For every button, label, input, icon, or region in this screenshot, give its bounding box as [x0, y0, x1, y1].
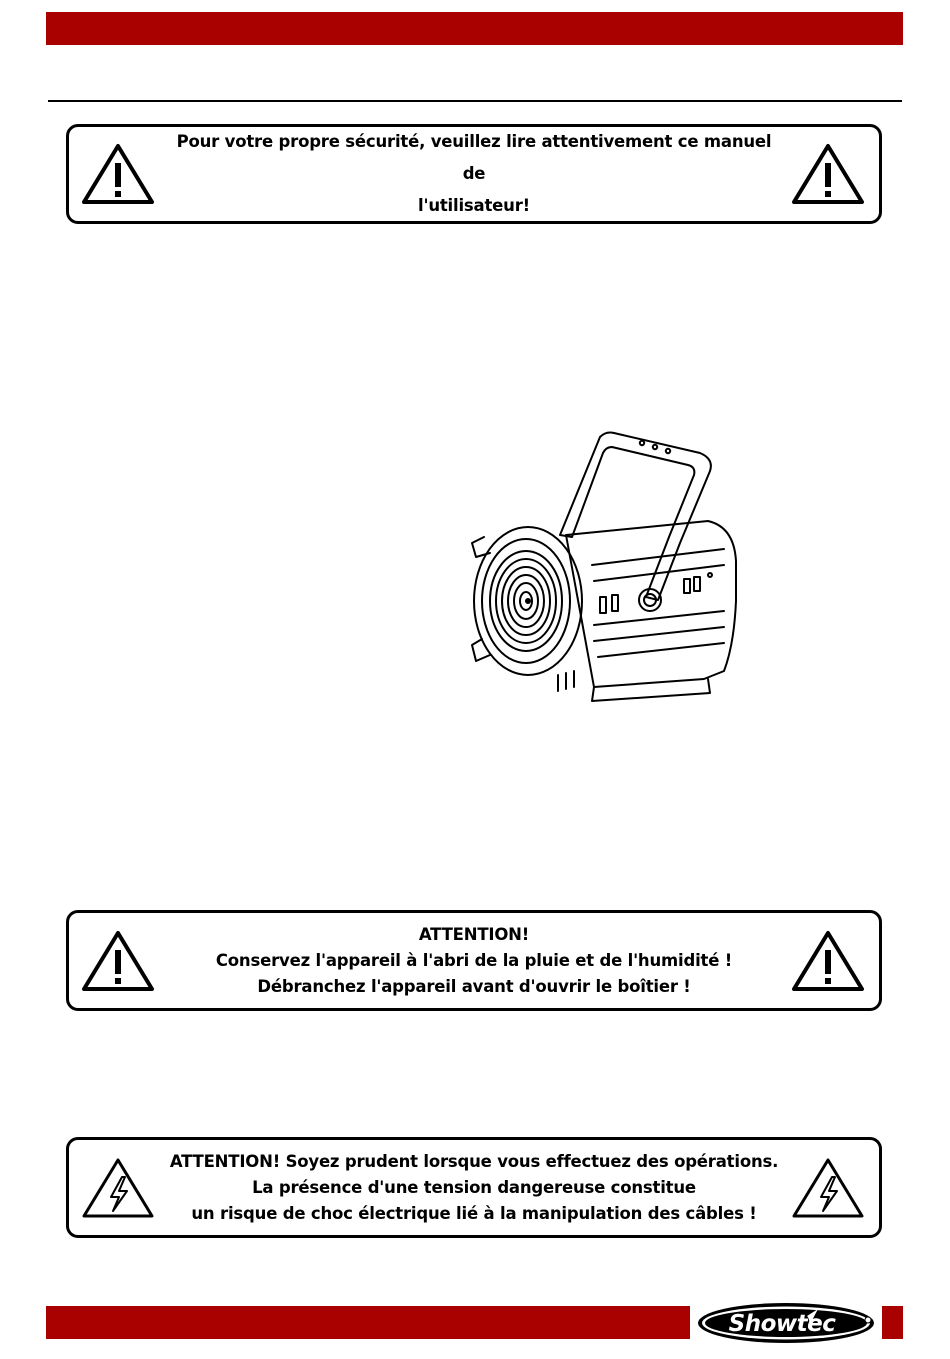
- warning-line: ATTENTION!: [418, 924, 530, 944]
- warning-text: [169, 922, 779, 1000]
- safety-warning-box: [66, 124, 882, 224]
- warning-line: La présence d'une tension dangereuse constitue: [252, 1177, 696, 1197]
- electric-hazard-icon: [789, 1155, 867, 1221]
- exclamation-triangle-icon: [79, 141, 157, 207]
- electric-warning-box: [66, 1137, 882, 1238]
- header-bar: [46, 12, 903, 45]
- warning-text: [169, 126, 779, 222]
- fresnel-spotlight-illustration: [462, 425, 748, 715]
- warning-line: Pour votre propre sécurité, veuillez lire attentivement ce manuel de: [176, 132, 772, 183]
- warning-text: [169, 1149, 779, 1227]
- warning-line: un risque de choc électrique lié à la manipulation des câbles !: [191, 1203, 757, 1223]
- exclamation-triangle-icon: [79, 928, 157, 994]
- warning-line: ATTENTION! Soyez prudent lorsque vous effectuez des opérations.: [169, 1151, 779, 1171]
- svg-text:Showtec: Showtec: [728, 1311, 836, 1337]
- warning-line: Débranchez l'appareil avant d'ouvrir le boîtier !: [257, 976, 691, 996]
- exclamation-triangle-icon: [789, 928, 867, 994]
- water-warning-box: [66, 910, 882, 1011]
- header-rule: [48, 100, 902, 102]
- electric-hazard-icon: [79, 1155, 157, 1221]
- exclamation-triangle-icon: [789, 141, 867, 207]
- showtec-logo: [690, 1298, 882, 1348]
- showtec-logo-mark: [690, 1298, 882, 1348]
- warning-line: l'utilisateur!: [418, 196, 530, 215]
- warning-line: Conservez l'appareil à l'abri de la pluie et de l'humidité !: [215, 950, 733, 970]
